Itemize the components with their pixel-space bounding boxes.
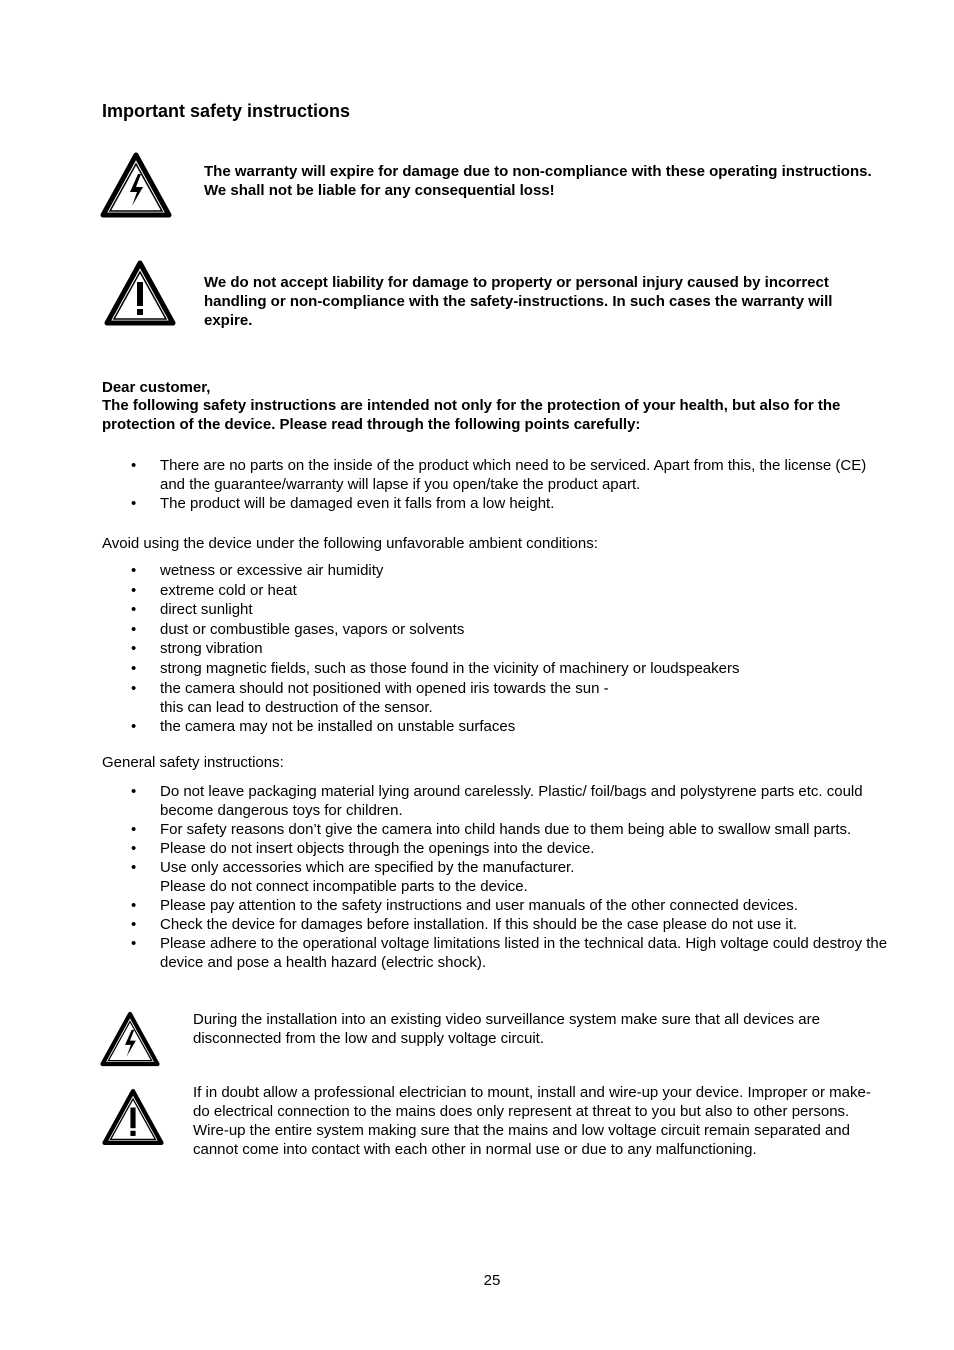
note-paragraph: If in doubt allow a professional electrician to mount, install and wire-up your device. Improper or make-do electrical connection to the mains does only represent at threat to you but also to other persons. bbox=[193, 1084, 871, 1120]
intro-text: The following safety instructions are intended not only for the protection of your health, but also for the protection of the device. Please read through the following points carefully: bbox=[102, 397, 841, 433]
list-item: • extreme cold or heat bbox=[102, 581, 892, 600]
list-item: • dust or combustible gases, vapors or solvents bbox=[102, 620, 892, 639]
warning-text-warranty: The warranty will expire for damage due to non-compliance with these operating instructions. We shall not be liable for any consequential loss! bbox=[204, 163, 872, 199]
list-item: • Please adhere to the operational voltage limitations listed in the technical data. High voltage could destroy the device and pose a health hazard (electric shock). bbox=[102, 934, 892, 972]
note-electrician bbox=[193, 1083, 883, 1159]
list-item-line: Please do not connect incompatible parts to the device. bbox=[160, 878, 528, 895]
list-item: • Please do not insert objects through the openings into the device. bbox=[102, 839, 892, 858]
list-item: • Please pay attention to the safety instructions and user manuals of the other connected devices. bbox=[102, 896, 892, 915]
list-item-line: this can lead to destruction of the sensor. bbox=[160, 698, 433, 716]
greeting: Dear customer, bbox=[102, 379, 211, 396]
page-title: Important safety instructions bbox=[102, 101, 351, 121]
list-item: • strong vibration bbox=[102, 639, 892, 658]
list-item: • The product will be damaged even it falls from a low height. bbox=[102, 494, 892, 513]
list-item-line: • Use only accessories which are specified by the manufacturer. bbox=[160, 859, 575, 876]
general-list bbox=[102, 782, 892, 972]
list-item: • For safety reasons don’t give the camera into child hands due to them being able to swallow small parts. bbox=[102, 820, 892, 839]
service-list bbox=[102, 456, 892, 513]
high-voltage-warning-icon bbox=[100, 152, 172, 218]
note-paragraph: Wire-up the entire system making sure that the mains and low voltage circuit remain separated and cannot come into contact with each other in normal use or due to any malfunctioning. bbox=[193, 1122, 850, 1158]
list-item bbox=[102, 679, 892, 717]
warning-text-liability: We do not accept liability for damage to property or personal injury caused by incorrect handling or non-compliance with the safety-instructions. In such cases the warranty will expire. bbox=[204, 274, 833, 329]
high-voltage-warning-icon bbox=[100, 1011, 160, 1067]
list-item: • direct sunlight bbox=[102, 600, 892, 619]
exclamation-warning-icon bbox=[102, 1088, 164, 1146]
note-disconnect: During the installation into an existing video surveillance system make sure that all devices are disconnected from the low and supply voltage circuit. bbox=[193, 1011, 820, 1047]
list-item: • wetness or excessive air humidity bbox=[102, 561, 892, 580]
list-item: • There are no parts on the inside of the product which need to be serviced. Apart from this, the license (CE) and the guarantee/warranty will lapse if you open/take the product apart. bbox=[102, 456, 892, 494]
list-item-line: • the camera should not positioned with opened iris towards the sun - bbox=[160, 679, 609, 697]
list-item: • the camera may not be installed on unstable surfaces bbox=[102, 717, 892, 736]
list-item: • Check the device for damages before installation. If this should be the case please do not use it. bbox=[102, 915, 892, 934]
ambient-heading: Avoid using the device under the following unfavorable ambient conditions: bbox=[102, 535, 598, 552]
list-item: • Do not leave packaging material lying around carelessly. Plastic/ foil/bags and polystyrene parts etc. could become dangerous toys for children. bbox=[102, 782, 892, 820]
page-number: 25 bbox=[483, 1272, 501, 1289]
list-item: • strong magnetic fields, such as those found in the vicinity of machinery or loudspeakers bbox=[102, 659, 892, 678]
ambient-list bbox=[102, 561, 892, 736]
general-heading: General safety instructions: bbox=[102, 754, 284, 771]
list-item bbox=[102, 858, 892, 896]
exclamation-warning-icon bbox=[104, 260, 176, 326]
